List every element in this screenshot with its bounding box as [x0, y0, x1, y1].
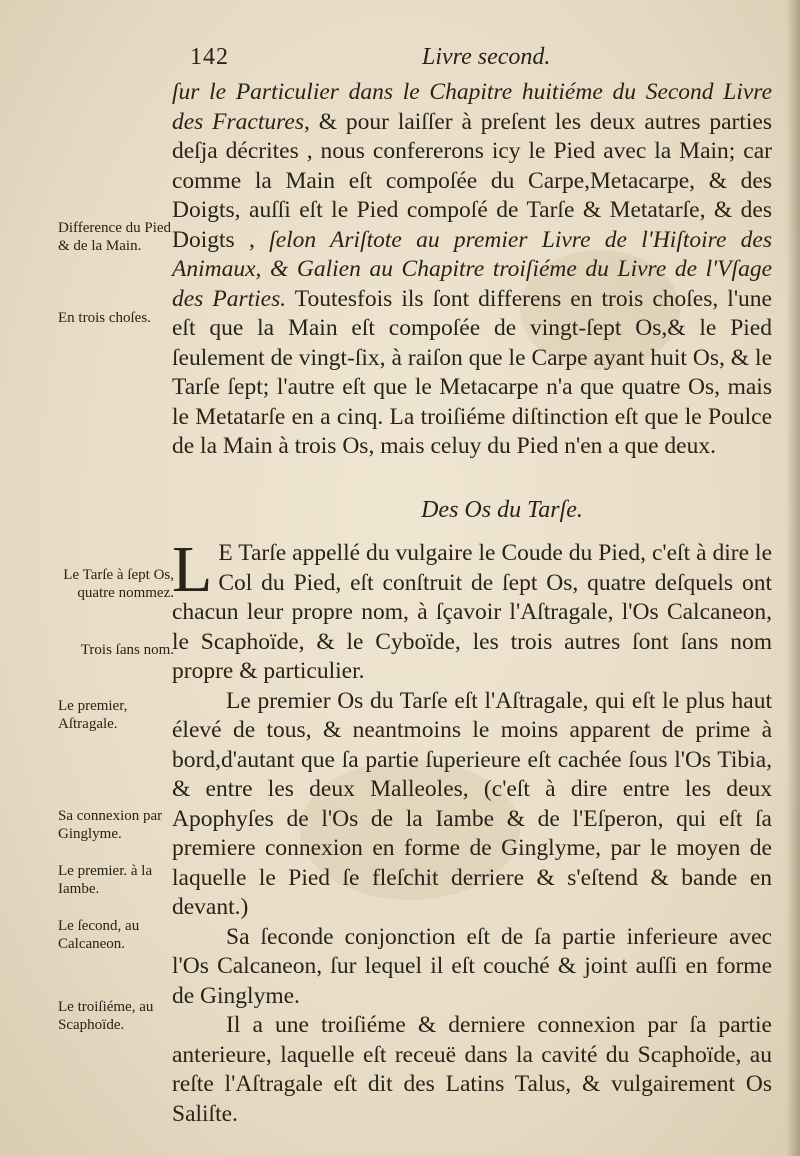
- running-title: Livre second.: [422, 44, 551, 70]
- margin-note: Le ſecond, au Calcaneon.: [58, 918, 140, 952]
- page-number: 142: [190, 44, 229, 70]
- margin-note: Le Tarſe à ſept Os, quatre nommez.: [63, 567, 174, 601]
- text-run: , & pour laiſſer à preſent les deux autres parties deſja décrites , nous confererons icy le Pied avec la Main; car comme la Main eſt compoſée du Carpe,Metacarpe, & des Doigts, auſſi eſt le Pied compoſé de Tarſe & Metatarſe, & des Doigts ,: [172, 108, 772, 253]
- main-text: [172, 78, 772, 1129]
- margin-note: Le premier, Aſtragale.: [58, 698, 128, 732]
- margin-note: Trois ſans nom.: [80, 642, 174, 658]
- text-run: ſur le Particulier dans le Chapitre huitiéme du Second Livre des Fractures: [172, 79, 772, 135]
- drop-cap: L: [172, 533, 213, 606]
- paragraph-comparison: [172, 78, 772, 462]
- text-run: Toutesfois ils ſont differens en trois choſes, l'une eſt que la Main eſt compoſée de vingt-ſept Os,& le Pied ſeulement de vingt-ſix, à raiſon que le Carpe ayant huit Os, & le Tarſe ſept; l'autre eſt que le Metacarpe n'a que quatre Os, mais le Metatarſe en a cinq. La troiſiéme diſtinction eſt que le Poulce de la Main à trois Os, mais celuy du Pied n'en a que deux.: [172, 285, 772, 459]
- paragraph-third-connexion: Il a une troiſiéme & derniere connexion par ſa partie anterieure, laquelle eſt receuë dans la cavité du Scaphoïde, au reſte l'Aſtragale eſt dit des Latins Talus, & vulgairement Os Saliſte.: [172, 1012, 772, 1127]
- margin-note: Difference du Pied & de la Main.: [58, 220, 172, 254]
- section-heading: Des Os du Tarſe.: [421, 496, 583, 523]
- margin-notes: [58, 0, 178, 1156]
- paragraph-second-connexion: Sa ſeconde conjonction eſt de ſa partie inferieure avec l'Os Calcaneon, ſur lequel il eſt couché & joint auſſi en forme de Ginglyme.: [172, 923, 772, 1009]
- text-run: ſelon Ariſtote au premier Livre de l'Hiſtoire des Animaux, & Galien au Chapitre troiſiéme du Livre de l'Vſage des Parties.: [172, 226, 772, 312]
- margin-note: Sa connexion par Ginglyme.: [58, 808, 163, 842]
- paragraph-astragale: Le premier Os du Tarſe eſt l'Aſtragale, qui eſt le plus haut élevé de tous, & neantmoins le moins apparent de prime à bord,d'autant que ſa partie ſuperieure eſt cachée ſous l'Os Tibia, & entre les deux Malleoles, (c'eſt à dire entre les deux Apophyſes de l'Os de la Iambe & de l'Eſperon, qui eſt ſa premiere connexion en forme de Ginglyme, par le moyen de laquelle le Pied ſe fleſchit derriere & s'eſtend & bande en devant.): [172, 687, 772, 920]
- text-run: E Tarſe appellé du vulgaire le Coude du Pied, c'eſt à dire le Col du Pied, eſt conſtruit de ſept Os, quatre deſquels ont chacun leur propre nom, à ſçavoir l'Aſtragale, l'Os Calcaneon, le Scaphoïde, & le Cyboïde, les trois autres ſont ſans nom propre & particulier.: [172, 540, 772, 684]
- margin-note: Le premier. à la Iambe.: [58, 863, 153, 897]
- margin-note: Le troiſiéme, au Scaphoïde.: [58, 999, 154, 1033]
- margin-note: En trois choſes.: [58, 310, 151, 326]
- paragraph-tarse: [172, 533, 772, 687]
- running-head: [190, 44, 580, 78]
